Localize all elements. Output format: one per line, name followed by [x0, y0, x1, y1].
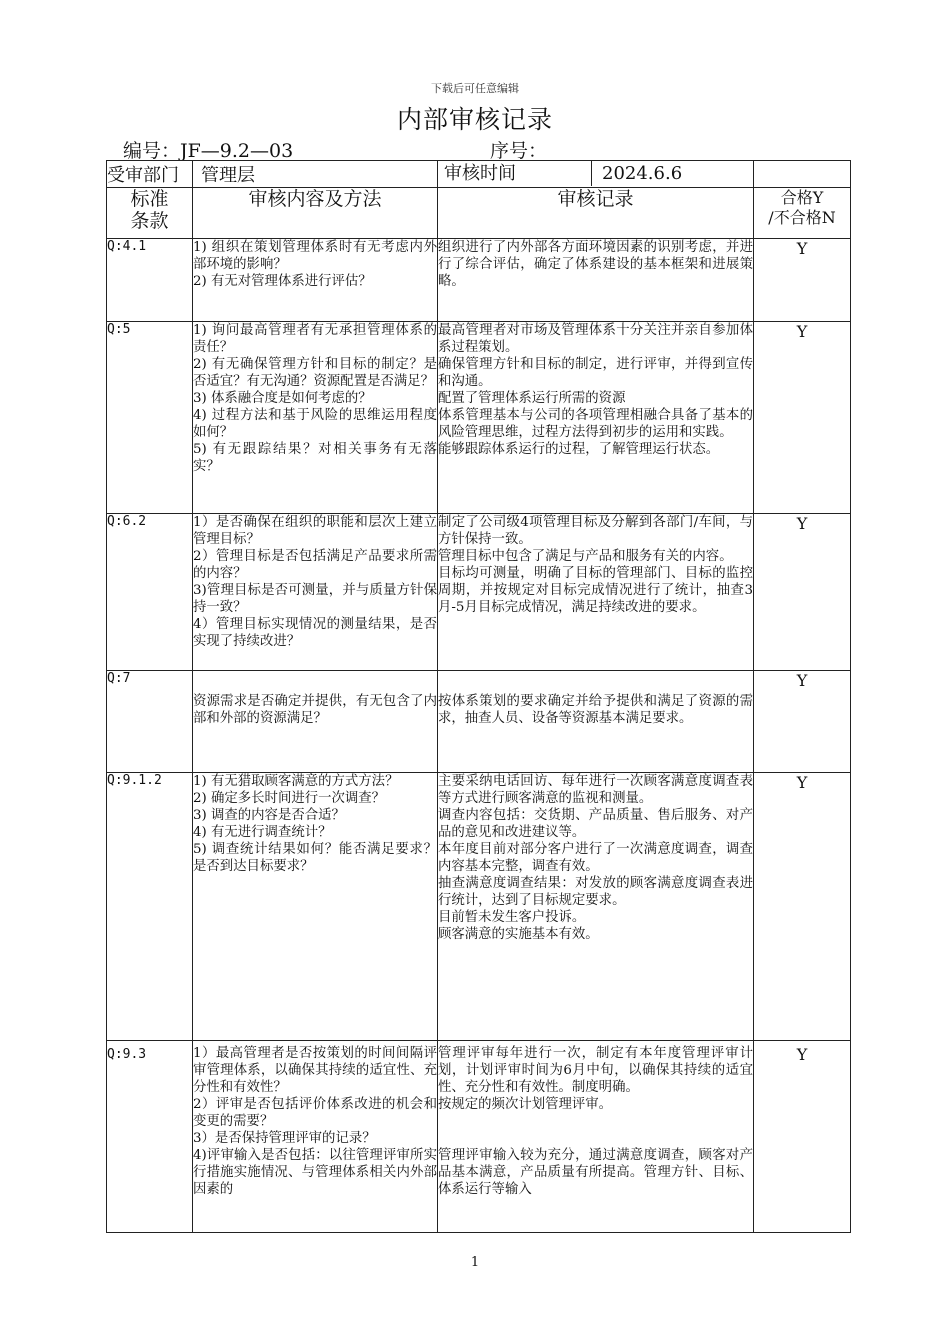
record-line: 管理评审每年进行一次，制定有本年度管理评审计划，计划评审时间为6月中旬，以确保其持续的适宜性、充分性和有效性。制度明确。	[438, 1046, 753, 1095]
result-cell: Y	[754, 1041, 851, 1233]
dept-label: 受审部门	[107, 165, 179, 186]
clause-cell: Q:6.2	[107, 514, 193, 671]
dept-label-cell	[107, 161, 193, 188]
content-line: 4) 过程方法和基于风险的思维运用程度如何？	[193, 408, 437, 440]
record-line: 管理评审输入较为充分，通过满意度调查，顾客对产品基本满意，产品质量有所提高。管理方针、目标、体系运行等输入	[438, 1148, 753, 1197]
watermark-text: 下载后可任意编辑	[431, 82, 519, 95]
content-line: 资源需求是否确定并提供，有无包含了内部和外部的资源满足？	[193, 694, 437, 726]
content-line: 2）管理目标是否包括满足产品要求所需的内容？	[193, 549, 437, 581]
content-line: 1) 询问最高管理者有无承担管理体系的责任？	[193, 323, 437, 355]
content-line: 2) 有无确保管理方针和目标的制定？是否适宜？有无沟通？资源配置是否满足？	[193, 357, 437, 389]
info-row	[107, 161, 851, 188]
content-cell	[193, 322, 438, 514]
record-line: 能够跟踪体系运行的过程，了解管理运行状态。	[438, 442, 720, 457]
record-cell	[438, 773, 754, 1041]
content-line: 4）管理目标实现情况的测量结果，是否实现了持续改进？	[193, 617, 437, 649]
content-line: 5) 有无跟踪结果？对相关事务有无落实？	[193, 442, 437, 474]
record-line: 确保管理方针和目标的制定，进行评审，并得到宣传和沟通。	[438, 357, 753, 389]
result-cell: Y	[754, 322, 851, 514]
record-line: 按体系策划的要求确定并给予提供和满足了资源的需求，抽查人员、设备等资源基本满足要求。	[438, 694, 753, 726]
table-row	[107, 239, 851, 322]
record-line: 制定了公司级4项管理目标及分解到各部门/车间，与方针保持一致。	[438, 515, 753, 547]
audit-table	[106, 160, 851, 1233]
record-line: 抽查满意度调查结果：对发放的顾客满意度调查表进行统计，达到了目标规定要求。	[438, 876, 753, 908]
content-cell	[193, 773, 438, 1041]
header-record: 审核记录	[438, 188, 754, 239]
record-cell	[438, 322, 754, 514]
header-content: 审核内容及方法	[193, 188, 438, 239]
header-clause: 标准 条款	[107, 188, 193, 239]
content-line: 3) 调查的内容是否合适？	[193, 808, 345, 823]
time-value: 2024.6.6	[602, 163, 683, 184]
record-cell	[438, 514, 754, 671]
content-line: 2) 确定多长时间进行一次调查？	[193, 791, 386, 806]
content-line: 3) 体系融合度是如何考虑的？	[193, 391, 372, 406]
content-line: 1）是否确保在组织的职能和层次上建立管理目标？	[193, 515, 437, 547]
content-line: 1）最高管理者是否按策划的时间间隔评审管理体系，以确保其持续的适宜性、充分性和有效性？	[193, 1046, 437, 1095]
dept-value: 管理层	[201, 164, 255, 186]
record-line: 体系管理基本与公司的各项管理相融合具备了基本的风险管理思维，过程方法得到初步的运用和实践。	[438, 408, 753, 440]
meta-row	[120, 136, 860, 162]
document-title: 内部审核记录	[396, 105, 553, 134]
record-line: 主要采纳电话回访、每年进行一次顾客满意度调查表等方式进行顾客满意的监视和测量。	[438, 774, 753, 806]
clause-cell: Q:7	[107, 671, 193, 773]
header-result: 合格Y /不合格N	[754, 188, 851, 239]
clause-cell: Q:9.3	[107, 1041, 193, 1233]
page-number: 1	[470, 1255, 480, 1270]
content-line: 1) 有无猎取顾客满意的方式方法？	[193, 774, 399, 789]
clause-cell: Q:5	[107, 322, 193, 514]
record-line: 组织进行了内外部各方面环境因素的识别考虑，并进行了综合评估，确定了体系建设的基本框架和进展策略。	[438, 240, 753, 289]
dept-value-cell	[193, 161, 438, 188]
content-cell	[193, 671, 438, 773]
record-line: 最高管理者对市场及管理体系十分关注并亲自参加体系过程策划。	[438, 323, 753, 355]
record-cell	[438, 671, 754, 773]
time-label: 审核时间	[438, 161, 592, 186]
content-line: 2) 有无对管理体系进行评估？	[193, 274, 372, 289]
content-line: 3)管理目标是否可测量，并与质量方针保持一致？	[193, 583, 437, 615]
content-cell	[193, 1041, 438, 1233]
record-cell	[438, 1041, 754, 1233]
record-line: 目前暂未发生客户投诉。	[438, 910, 586, 925]
content-line: 2）评审是否包括评价体系改进的机会和变更的需要？	[193, 1097, 437, 1129]
table-row	[107, 671, 851, 773]
content-line: 4) 有无进行调查统计？	[193, 825, 332, 840]
record-line: 按规定的频次计划管理评审。	[438, 1097, 613, 1112]
table-row	[107, 322, 851, 514]
result-cell: Y	[754, 671, 851, 773]
record-line: 本年度目前对部分客户进行了一次满意度调查，调查内容基本完整，调查有效。	[438, 842, 753, 874]
time-cell	[438, 161, 754, 188]
clause-cell: Q:9.1.2	[107, 773, 193, 1041]
result-cell: Y	[754, 239, 851, 322]
table-row	[107, 1041, 851, 1233]
record-code: 编号：JF—9.2—03	[123, 140, 294, 162]
sequence-number-label: 序号：	[490, 140, 548, 162]
clause-cell: Q:4.1	[107, 239, 193, 322]
result-cell: Y	[754, 514, 851, 671]
record-line: 配置了管理体系运行所需的资源	[438, 391, 626, 406]
result-cell: Y	[754, 773, 851, 1041]
info-blank-cell	[754, 161, 851, 188]
record-line: 顾客满意的实施基本有效。	[438, 927, 599, 942]
record-line: 目标均可测量，明确了目标的管理部门、目标的监控周期，并按规定对目标完成情况进行了统计，抽查3月-5月目标完成情况，满足持续改进的要求。	[438, 566, 753, 615]
record-line	[438, 1130, 753, 1147]
content-cell	[193, 514, 438, 671]
content-line: 4)评审输入是否包括：以往管理评审所实行措施实施情况、与管理体系相关内外部因素的	[193, 1148, 437, 1197]
record-line: 管理目标中包含了满足与产品和服务有关的内容。	[438, 549, 733, 564]
content-line: 3）是否保持管理评审的记录？	[193, 1131, 376, 1146]
content-line: 1) 组织在策划管理体系时有无考虑内外部环境的影响？	[193, 240, 437, 272]
record-line: 调查内容包括：交货期、产品质量、售后服务、对产品的意见和改进建议等。	[438, 808, 753, 840]
record-cell	[438, 239, 754, 322]
content-cell	[193, 239, 438, 322]
table-row	[107, 514, 851, 671]
content-line: 5) 调查统计结果如何？能否满足要求？是否到达目标要求？	[193, 842, 437, 874]
record-line	[438, 1113, 753, 1130]
column-header-row	[107, 188, 851, 239]
table-row	[107, 773, 851, 1041]
